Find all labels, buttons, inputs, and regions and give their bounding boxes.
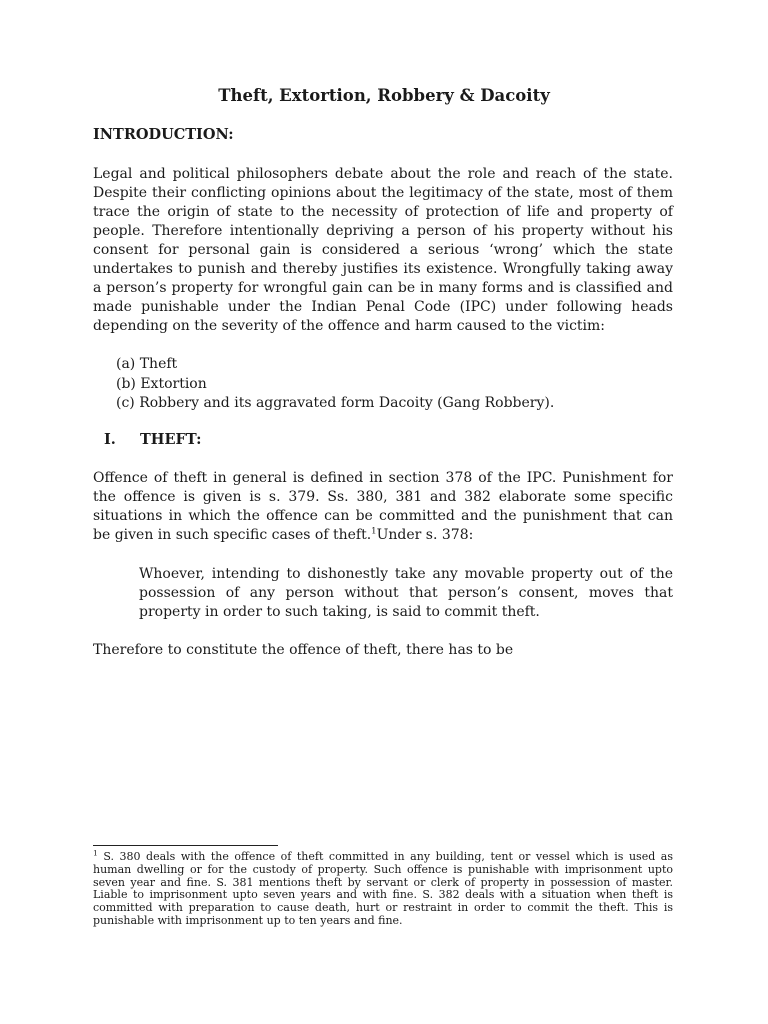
footnote [93,848,673,928]
list-item-robbery: (c) Robbery and its aggravated form Dacoity (Gang Robbery). [116,395,555,411]
footnote-divider [93,845,278,846]
page-title: Theft, Extortion, Robbery & Dacoity [218,86,550,105]
theft-paragraph [93,469,673,545]
introduction-paragraph: Legal and political philosophers debate about the role and reach of the state. Despite their conflicting opinions about the legitimacy of the state, most of them trace the origin of state to the necessity of protection of life and property of people. Therefore intentionally depriving a person of his property without his consent for personal gain is considered a serious ‘wrong’ which the state undertakes to punish and thereby justifies its existence. Wrongfully taking away a person’s property for wrongful gain can be in many forms and is classified and made punishable under the Indian Penal Code (IPC) under following heads depending on the severity of the offence and harm caused to the victim: [93,166,673,334]
footnote-text: S. 380 deals with the offence of theft committed in any building, tent or vessel which is used as human dwelling or for the custody of property. Such offence is punishable with imprisonment upto seven year and fine. S. 381 mentions theft by servant or clerk of property in possession of master. Liable to imprisonment upto seven years and with fine. S. 382 deals with a situation when theft is committed with preparation to cause death, hurt or restraint in order to commit the theft. This is punishable with imprisonment up to ten years and fine. [93,850,673,927]
list-item-theft: (a) Theft [116,356,178,372]
list-item-extortion: (b) Extortion [116,375,207,392]
section-number: I. [104,431,116,448]
theft-paragraph-continuation: Under s. 378: [376,527,474,543]
section-heading-theft [104,431,201,448]
section-378-quote: Whoever, intending to dishonestly take any movable property out of the possession of any person without that person’s consent, moves that property in order to such taking, is said to commit theft. [139,566,673,620]
footnote-marker: 1 [93,848,98,858]
heads-list [116,355,554,414]
footnote-reference[interactable]: 1 [371,526,377,537]
therefore-paragraph: Therefore to constitute the offence of theft, there has to be [93,642,514,658]
section-title: THEFT: [140,431,202,448]
theft-paragraph-text: Offence of theft in general is defined in section 378 of the IPC. Punishment for the offence is given is s. 379. Ss. 380, 381 and 382 elaborate some specific situations in which the offence can be committed and the punishment that can be given in such specific cases of theft. [93,470,673,543]
introduction-heading: INTRODUCTION: [93,126,234,143]
